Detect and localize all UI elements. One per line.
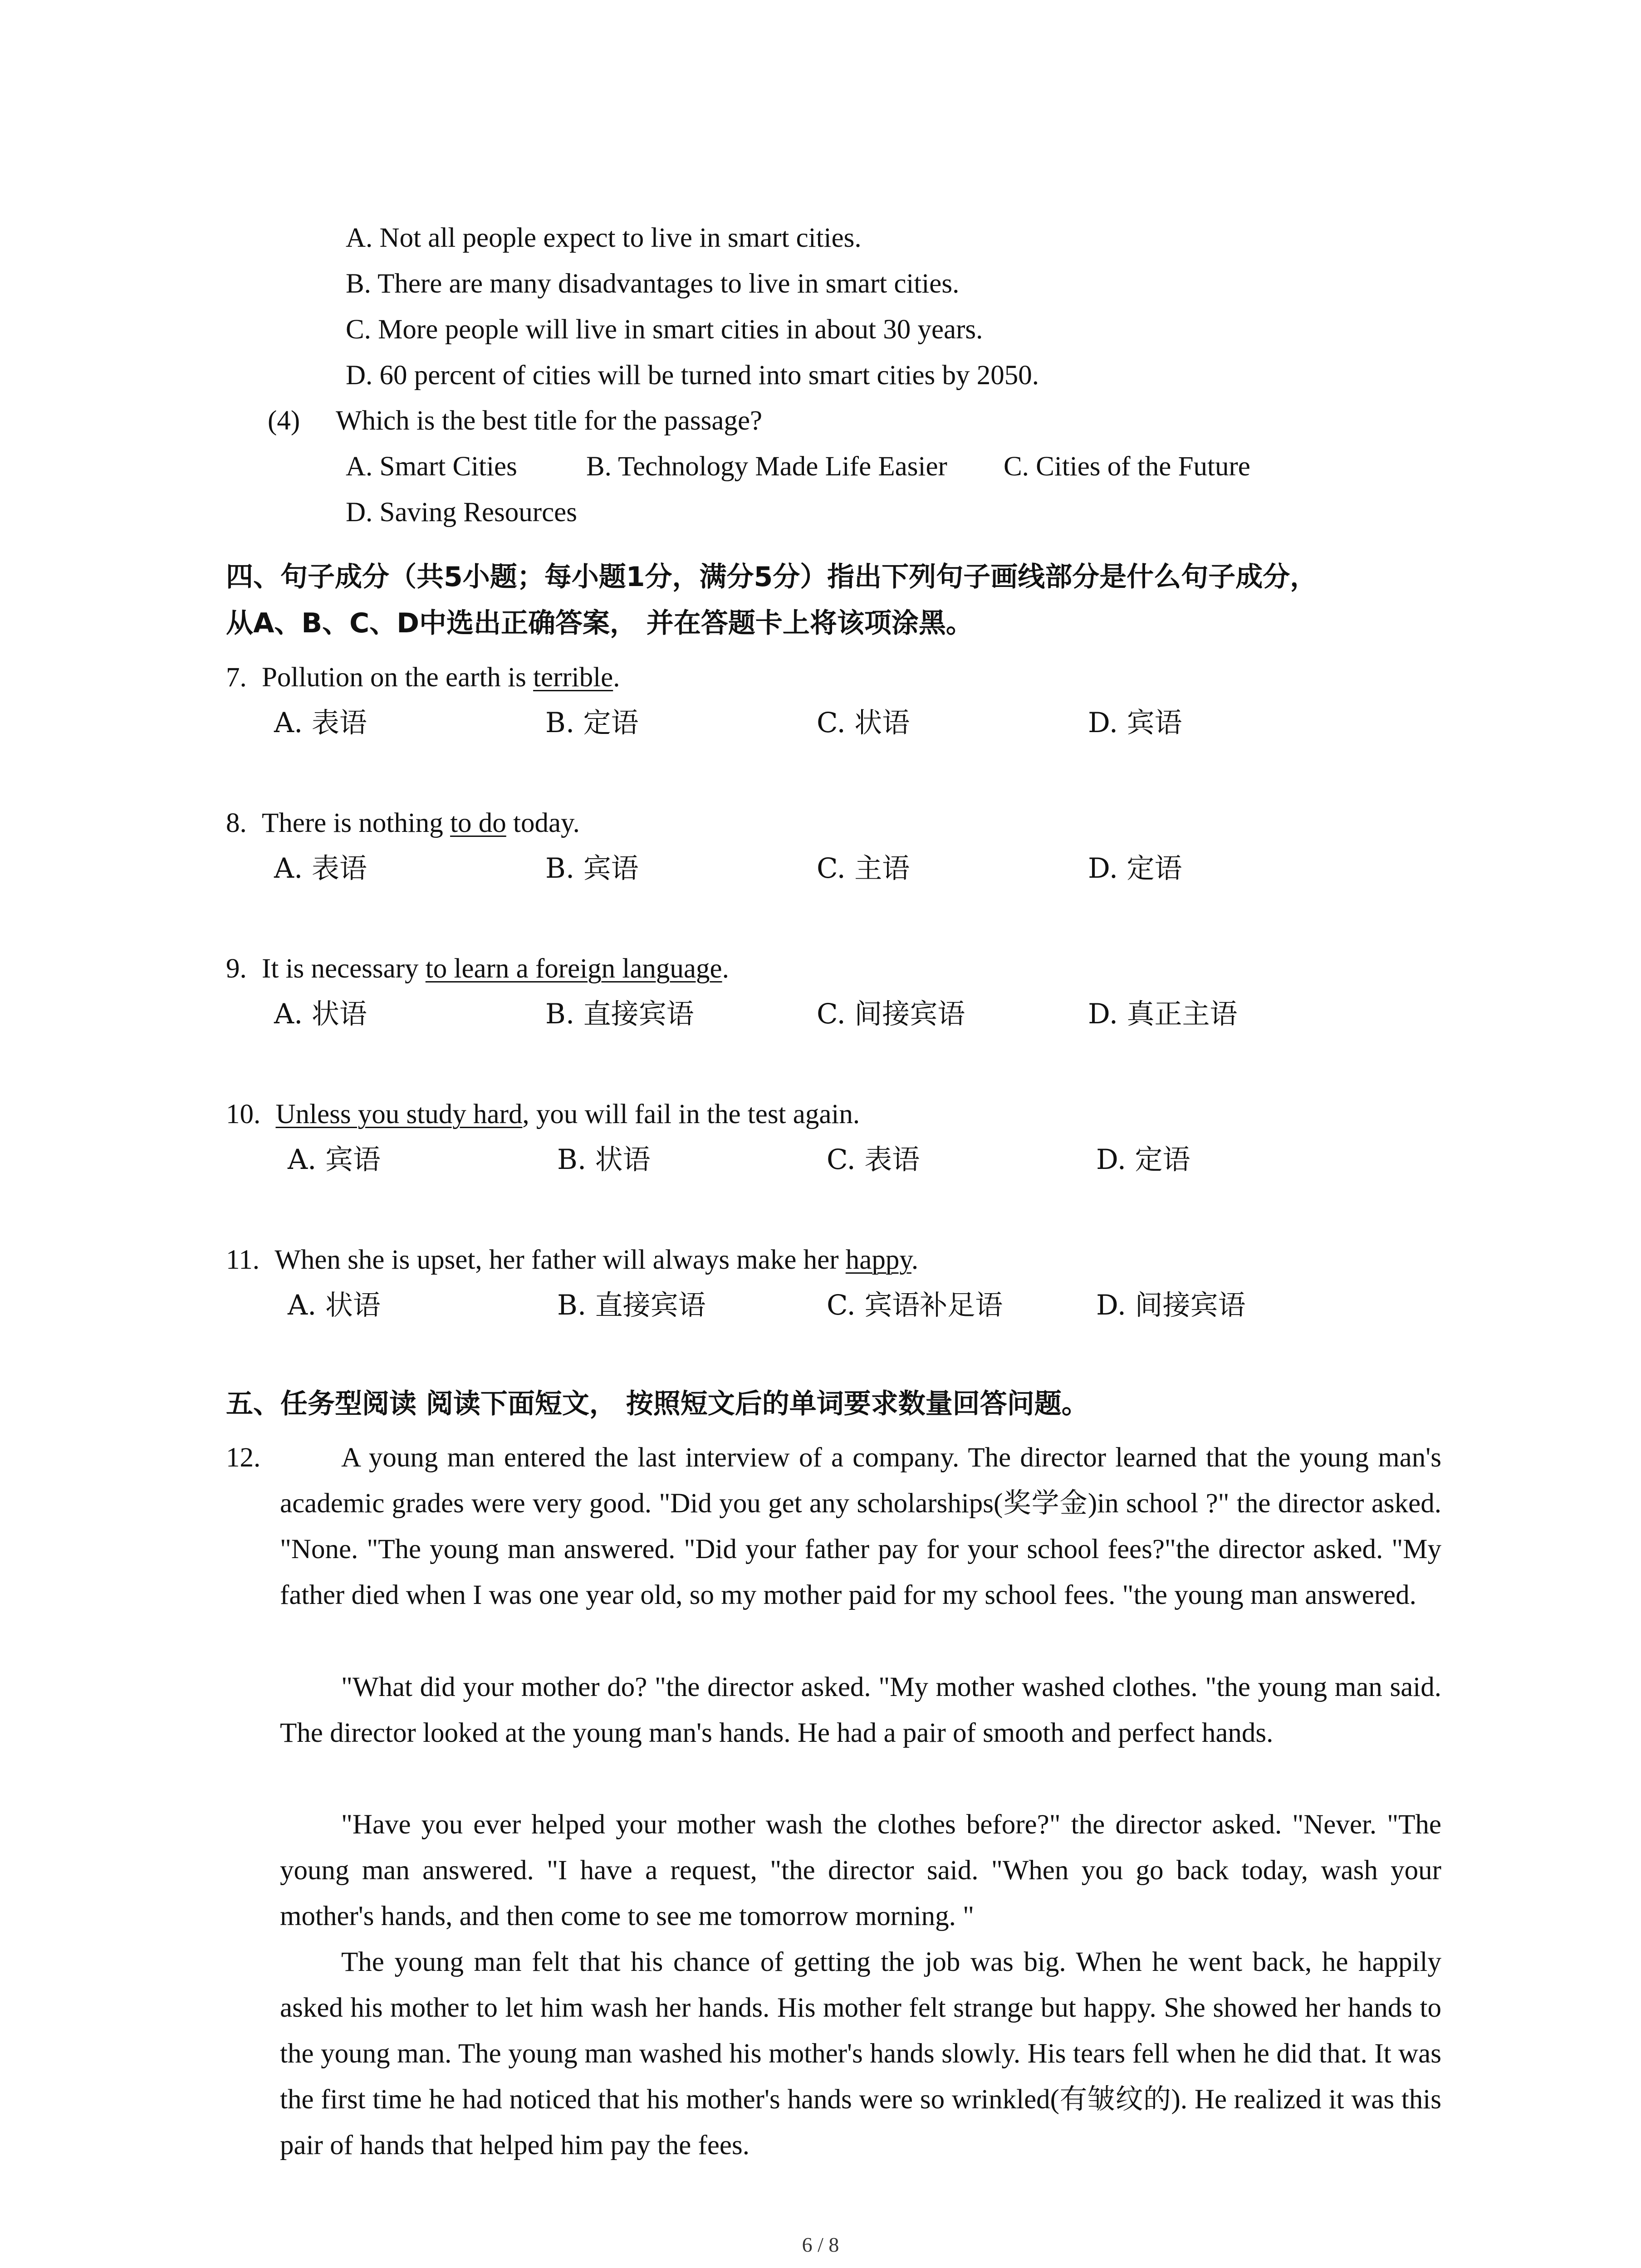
section-4-heading-line-2: 从A、B、C、D中选出正确答案， 并在答题卡上将该项涂黑。 (226, 607, 973, 639)
q8-option-c: C. 主语 (817, 852, 910, 885)
q8-option-b: B. 宾语 (545, 852, 639, 885)
q6-option-a: A. Not all people expect to live in smart cities. (346, 223, 862, 253)
q10-option-b: B. 状语 (557, 1144, 651, 1176)
sub4-option-b: B. Technology Made Life Easier (586, 451, 947, 482)
passage-paragraph-3: "Have you ever helped your mother wash the clothes before?" the director asked. "Never. "The young man answered. "I have a request, "the director said. "When you go back today, wash your mother's hands, and then come to see me tomorrow morning. " (280, 1809, 1441, 1931)
passage-paragraph-4: The young man felt that his chance of getting the job was big. When he went back, he happily asked his mother to let him wash her hands. His mother felt strange but happy. She showed her hands to the young man. The young man washed his mother's hands slowly. His tears fell when he did that. It was the first time he had noticed that his mother's hands were so wrinkled(有皱纹的). He realized it was this pair of hands that helped him pay the fees. (280, 1947, 1441, 2160)
question-8 (226, 800, 580, 846)
q11-option-a: A. 状语 (288, 1289, 381, 1321)
q8-option-a: A. 表语 (274, 852, 367, 885)
passage-paragraph-2: "What did your mother do? "the director asked. "My mother washed clothes. "the young man said. The director looked at the young man's hands. He had a pair of smooth and perfect hands. (280, 1672, 1441, 1748)
question-text-after: . (722, 953, 729, 984)
page-number: 6 / 8 (802, 2233, 839, 2256)
question-text-before: It is necessary (262, 953, 426, 984)
question-text-before: There is nothing (262, 808, 451, 838)
question-number: 8. (226, 808, 247, 838)
q9-option-a: A. 状语 (274, 998, 367, 1030)
q6-option-d: D. 60 percent of cities will be turned into smart cities by 2050. (346, 360, 1039, 391)
question-text-after: , you will fail in the test again. (522, 1099, 860, 1129)
question-10 (226, 1091, 860, 1137)
question-text-after: . (911, 1245, 919, 1275)
question-number: 11. (226, 1245, 260, 1275)
underlined-part: Unless you study hard (275, 1099, 523, 1129)
question-text-before: When she is upset, her father will always make her (274, 1245, 846, 1275)
question-12-number: 12. (226, 1442, 261, 1473)
q9-option-c: C. 间接宾语 (817, 998, 965, 1030)
q11-option-c: C. 宾语补足语 (827, 1289, 1003, 1321)
q6-option-b: B. There are many disadvantages to live in smart cities. (346, 269, 960, 299)
sub4-option-a: A. Smart Cities (346, 451, 517, 482)
q10-option-d: D. 定语 (1096, 1144, 1190, 1176)
q11-option-b: B. 直接宾语 (557, 1289, 706, 1321)
question-text-before: Pollution on the earth is (262, 662, 534, 693)
passage-paragraph-1: A young man entered the last interview of a company. The director learned that the young man's academic grades were very good. "Did you get any scholarships(奖学金)in school ?" the director asked. "None. "The young man answered. "Did your father pay for your school fees?"the director asked. "My father died when I was one year old, so my mother paid for my school fees. "the young man answered. (280, 1442, 1441, 1610)
section-5-heading: 五、任务型阅读 阅读下面短文， 按照短文后的单词要求数量回答问题。 (226, 1388, 1089, 1420)
underlined-part: terrible (533, 662, 613, 693)
question-number: 10. (226, 1099, 261, 1129)
q7-option-c: C. 状语 (817, 707, 910, 739)
q10-option-a: A. 宾语 (288, 1144, 381, 1176)
question-text-after: . (613, 662, 620, 693)
q11-option-d: D. 间接宾语 (1096, 1289, 1246, 1321)
section-4-heading-line-1: 四、句子成分（共5小题；每小题1分，满分5分）指出下列句子画线部分是什么句子成分， (226, 561, 1318, 593)
q7-option-d: D. 宾语 (1088, 707, 1182, 739)
q9-option-b: B. 直接宾语 (545, 998, 694, 1030)
question-number: 9. (226, 953, 247, 984)
question-number: 7. (226, 662, 247, 693)
underlined-part: happy (845, 1245, 911, 1275)
q9-option-d: D. 真正主语 (1088, 998, 1238, 1030)
question-9 (226, 946, 729, 992)
underlined-part: to do (450, 808, 506, 838)
question-11 (226, 1237, 918, 1283)
q6-option-c: C. More people will live in smart cities in about 30 years. (346, 314, 983, 345)
q7-option-a: A. 表语 (274, 707, 367, 739)
question-7 (226, 655, 620, 700)
sub4-option-c: C. Cities of the Future (1004, 451, 1250, 482)
question-text-after: today. (506, 808, 580, 838)
sub4-option-d: D. Saving Resources (346, 497, 577, 528)
sub-question-4-text: Which is the best title for the passage? (336, 406, 763, 436)
sub-question-4-number: (4) (268, 406, 300, 436)
q7-option-b: B. 定语 (545, 707, 639, 739)
q10-option-c: C. 表语 (827, 1144, 920, 1176)
underlined-part: to learn a foreign language (425, 953, 722, 984)
q8-option-d: D. 定语 (1088, 852, 1182, 885)
